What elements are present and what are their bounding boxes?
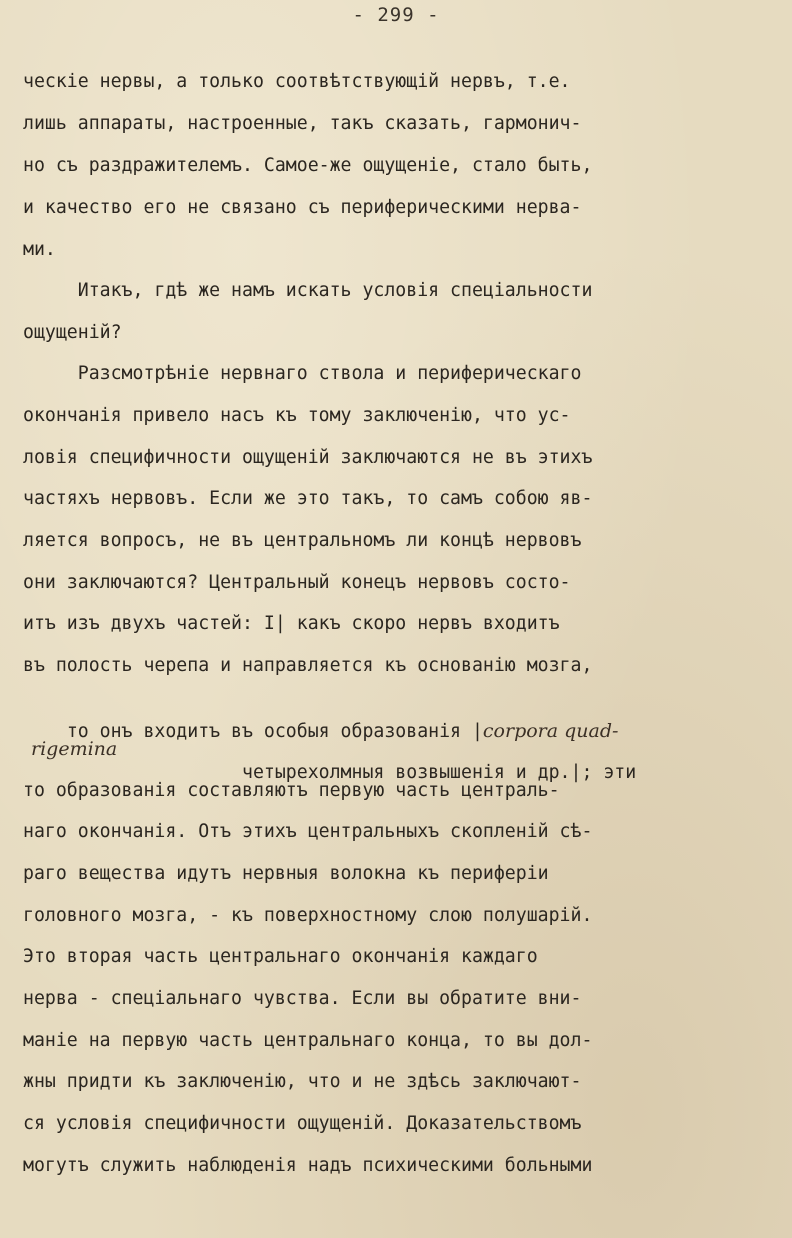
text-line: ловія специфичности ощущеній заключаются не въ этихъ: [23, 447, 593, 468]
text-line: окончанія привело насъ къ тому заключенію, что ус-: [23, 405, 571, 426]
text-line: Разсмотрѣніе нервнаго ствола и периферическаго: [23, 363, 582, 384]
text-line: ощущеній?: [23, 322, 122, 343]
text-line: въ полость черепа и направляется къ основанію мозга,: [23, 655, 593, 676]
text-line: ми.: [23, 239, 56, 260]
text-line: наго окончанія. Отъ этихъ центральныхъ скопленій сѣ-: [23, 821, 593, 842]
text-line: итъ изъ двухъ частей: I| какъ скоро нервъ входитъ: [23, 613, 560, 634]
text-segment: четырехолмныя возвышенія и др.|; эти: [66, 762, 637, 783]
text-line: частяхъ нервовъ. Если же это такъ, то самъ собою яв-: [23, 488, 593, 509]
text-line: ческіе нервы, а только соотвѣтствующій нервъ, т.е.: [23, 71, 571, 92]
text-line: и качество его не связано съ периферическими нерва-: [23, 197, 582, 218]
text-line: лишь аппараты, настроенные, такъ сказать, гармонич-: [23, 113, 582, 134]
text-segment: то онъ входитъ въ особыя образованія |: [66, 721, 483, 742]
text-line: но съ раздражителемъ. Самое-же ощущеніе, стало быть,: [23, 155, 593, 176]
text-line: Это вторая часть центральнаго окончанія каждаго: [23, 946, 538, 967]
page-number: - 299 -: [352, 4, 440, 26]
handwritten-annotation: corpora quad-: [482, 720, 619, 742]
text-line: они заключаются? Центральный конецъ нервовъ состо-: [23, 572, 571, 593]
text-line: раго вещества идутъ нервныя волокна къ периферіи: [23, 863, 549, 884]
handwritten-annotation: rigemina: [31, 738, 118, 760]
text-line: Итакъ, гдѣ же намъ искать условія спеціальности: [23, 280, 593, 301]
text-line: жны придти къ заключенію, что и не здѣсь заключают-: [23, 1071, 582, 1092]
text-line: ляется вопросъ, не въ центральномъ ли концѣ нервовъ: [23, 530, 582, 551]
text-line: то образованія составляютъ первую часть централь-: [23, 780, 560, 801]
text-line: нерва - спеціальнаго чувства. Если вы обратите вни-: [23, 988, 582, 1009]
text-line: головного мозга, - къ поверхностному слою полушарій.: [23, 905, 593, 926]
text-line: могутъ служить наблюденія надъ психическими больными: [23, 1155, 593, 1176]
text-line: ся условія специфичности ощущеній. Доказательствомъ: [23, 1113, 582, 1134]
text-line: маніе на первую часть центральнаго конца, то вы дол-: [23, 1030, 593, 1051]
